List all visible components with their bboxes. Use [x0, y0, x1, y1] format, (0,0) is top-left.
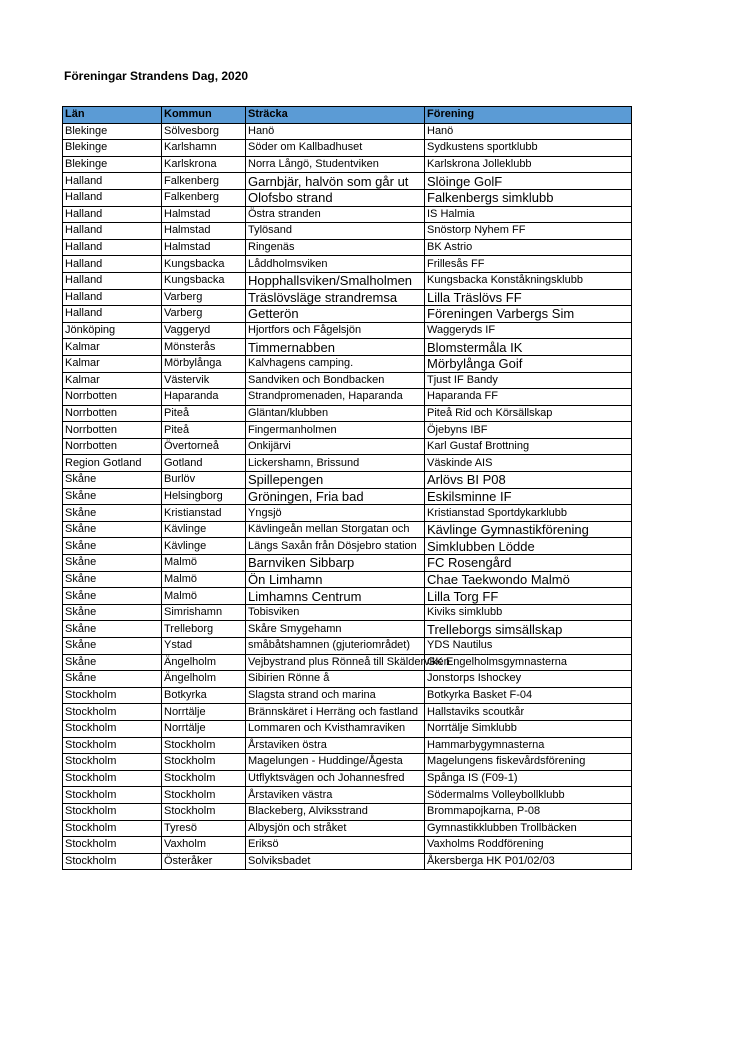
kommun-cell: Norrtälje: [162, 720, 246, 737]
forening-cell: Jonstorps Ishockey: [425, 671, 632, 688]
stracka-cell: Hjortfors och Fågelsjön: [246, 322, 425, 339]
kommun-cell: Kungsbacka: [162, 256, 246, 273]
lan-cell: Stockholm: [63, 820, 162, 837]
stracka-cell: Tylösand: [246, 223, 425, 240]
lan-cell: Stockholm: [63, 837, 162, 854]
table-row: [63, 156, 632, 173]
table-row: [63, 272, 632, 289]
kommun-cell: Stockholm: [162, 754, 246, 771]
forening-cell: Simklubben Lödde: [425, 538, 632, 555]
forening-cell: Gymnastikklubben Trollbäcken: [425, 820, 632, 837]
lan-cell: Halland: [63, 189, 162, 206]
lan-cell: Skåne: [63, 538, 162, 555]
forening-cell: Hammarbygymnasterna: [425, 737, 632, 754]
forening-cell: Kristianstad Sportdykarklubb: [425, 505, 632, 522]
lan-cell: Kalmar: [63, 355, 162, 372]
stracka-cell: Solviksbadet: [246, 853, 425, 870]
lan-cell: Region Gotland: [63, 455, 162, 472]
kommun-cell: Kävlinge: [162, 521, 246, 538]
lan-cell: Skåne: [63, 571, 162, 588]
lan-cell: Halland: [63, 289, 162, 306]
kommun-cell: Västervik: [162, 372, 246, 389]
lan-cell: Stockholm: [63, 770, 162, 787]
table-row: [63, 140, 632, 157]
table-row: [63, 339, 632, 356]
lan-cell: Blekinge: [63, 156, 162, 173]
lan-cell: Halland: [63, 173, 162, 190]
table-row: [63, 687, 632, 704]
lan-cell: Stockholm: [63, 803, 162, 820]
stracka-cell: Fingermanholmen: [246, 422, 425, 439]
table-row: [63, 239, 632, 256]
header-kommun: Kommun: [162, 107, 246, 124]
forening-cell: Södermalms Volleybollklubb: [425, 787, 632, 804]
stracka-cell: Östra stranden: [246, 206, 425, 223]
forening-cell: Chae Taekwondo Malmö: [425, 571, 632, 588]
stracka-cell: Spillepengen: [246, 472, 425, 489]
forening-cell: Kävlinge Gymnastikförening: [425, 521, 632, 538]
stracka-cell: Barnviken Sibbarp: [246, 555, 425, 572]
forening-cell: Magelungens fiskevårdsförening: [425, 754, 632, 771]
kommun-cell: Kungsbacka: [162, 272, 246, 289]
table-row: [63, 820, 632, 837]
forening-cell: Karlskrona Jolleklubb: [425, 156, 632, 173]
lan-cell: Skåne: [63, 588, 162, 605]
table-row: [63, 256, 632, 273]
lan-cell: Skåne: [63, 505, 162, 522]
stracka-cell: Blackeberg, Alviksstrand: [246, 803, 425, 820]
stracka-cell: Sandviken och Bondbacken: [246, 372, 425, 389]
table-row: [63, 223, 632, 240]
kommun-cell: Ystad: [162, 638, 246, 655]
kommun-cell: Botkyrka: [162, 687, 246, 704]
table-row: [63, 588, 632, 605]
table-row: [63, 555, 632, 572]
kommun-cell: Kävlinge: [162, 538, 246, 555]
table-row: [63, 837, 632, 854]
lan-cell: Skåne: [63, 638, 162, 655]
stracka-cell: Yngsjö: [246, 505, 425, 522]
kommun-cell: Varberg: [162, 306, 246, 323]
stracka-cell: Brännskäret i Herräng och fastland: [246, 704, 425, 721]
stracka-cell: småbåtshamnen (gjuteriområdet): [246, 638, 425, 655]
kommun-cell: Stockholm: [162, 737, 246, 754]
lan-cell: Skåne: [63, 488, 162, 505]
kommun-cell: Halmstad: [162, 239, 246, 256]
stracka-cell: Magelungen - Huddinge/Ågesta: [246, 754, 425, 771]
stracka-cell: Norra Långö, Studentviken: [246, 156, 425, 173]
stracka-cell: Årstaviken östra: [246, 737, 425, 754]
kommun-cell: Norrtälje: [162, 704, 246, 721]
lan-cell: Norrbotten: [63, 438, 162, 455]
lan-cell: Kalmar: [63, 339, 162, 356]
stracka-cell: Utflyktsvägen och Johannesfred: [246, 770, 425, 787]
lan-cell: Blekinge: [63, 123, 162, 140]
table-row: [63, 770, 632, 787]
stracka-cell: Onkijärvi: [246, 438, 425, 455]
table-row: [63, 455, 632, 472]
forening-cell: BK Astrio: [425, 239, 632, 256]
kommun-cell: Stockholm: [162, 787, 246, 804]
lan-cell: Stockholm: [63, 754, 162, 771]
stracka-cell: Lickershamn, Brissund: [246, 455, 425, 472]
kommun-cell: Vaxholm: [162, 837, 246, 854]
kommun-cell: Helsingborg: [162, 488, 246, 505]
lan-cell: Stockholm: [63, 720, 162, 737]
lan-cell: Stockholm: [63, 687, 162, 704]
stracka-cell: Gröningen, Fria bad: [246, 488, 425, 505]
table-row: [63, 521, 632, 538]
lan-cell: Halland: [63, 223, 162, 240]
forening-cell: Vaxholms Roddförening: [425, 837, 632, 854]
table-row: [63, 704, 632, 721]
kommun-cell: Malmö: [162, 555, 246, 572]
table-row: [63, 654, 632, 671]
stracka-cell: Lommaren och Kvisthamraviken: [246, 720, 425, 737]
stracka-cell: Tobisviken: [246, 604, 425, 621]
lan-cell: Stockholm: [63, 853, 162, 870]
forening-cell: Hanö: [425, 123, 632, 140]
forening-cell: Hallstaviks scoutkår: [425, 704, 632, 721]
page-title: Föreningar Strandens Dag, 2020: [64, 69, 249, 83]
lan-cell: Stockholm: [63, 737, 162, 754]
kommun-cell: Trelleborg: [162, 621, 246, 638]
lan-cell: Halland: [63, 306, 162, 323]
table-row: [63, 123, 632, 140]
forening-cell: Lilla Träslövs FF: [425, 289, 632, 306]
forening-cell: Väskinde AIS: [425, 455, 632, 472]
forening-cell: Spånga IS (F09-1): [425, 770, 632, 787]
stracka-cell: Söder om Kallbadhuset: [246, 140, 425, 157]
stracka-cell: Strandpromenaden, Haparanda: [246, 389, 425, 406]
table-row: [63, 803, 632, 820]
lan-cell: Jönköping: [63, 322, 162, 339]
forening-cell: Föreningen Varbergs Sim: [425, 306, 632, 323]
kommun-cell: Mönsterås: [162, 339, 246, 356]
stracka-cell: Årstaviken västra: [246, 787, 425, 804]
kommun-cell: Burlöv: [162, 472, 246, 489]
stracka-cell: Vejbystrand plus Rönneå till Skälderviken: [246, 654, 425, 671]
stracka-cell: Kalvhagens camping.: [246, 355, 425, 372]
kommun-cell: Ängelholm: [162, 671, 246, 688]
kommun-cell: Vaggeryd: [162, 322, 246, 339]
stracka-cell: Gläntan/klubben: [246, 405, 425, 422]
lan-cell: Halland: [63, 206, 162, 223]
table-row: [63, 621, 632, 638]
table-row: [63, 505, 632, 522]
forening-cell: Tjust IF Bandy: [425, 372, 632, 389]
stracka-cell: Ringenäs: [246, 239, 425, 256]
table-row: [63, 355, 632, 372]
kommun-cell: Malmö: [162, 588, 246, 605]
table-row: [63, 538, 632, 555]
stracka-cell: Eriksö: [246, 837, 425, 854]
table-row: [63, 372, 632, 389]
table-row: [63, 787, 632, 804]
kommun-cell: Varberg: [162, 289, 246, 306]
stracka-cell: Timmernabben: [246, 339, 425, 356]
kommun-cell: Karlshamn: [162, 140, 246, 157]
lan-cell: Skåne: [63, 671, 162, 688]
forening-cell: Åkersberga HK P01/02/03: [425, 853, 632, 870]
stracka-cell: Olofsbo strand: [246, 189, 425, 206]
table-row: [63, 422, 632, 439]
kommun-cell: Karlskrona: [162, 156, 246, 173]
lan-cell: Skåne: [63, 654, 162, 671]
lan-cell: Skåne: [63, 472, 162, 489]
kommun-cell: Tyresö: [162, 820, 246, 837]
stracka-cell: Kävlingeån mellan Storgatan och: [246, 521, 425, 538]
lan-cell: Halland: [63, 256, 162, 273]
stracka-cell: Låddholmsviken: [246, 256, 425, 273]
lan-cell: Norrbotten: [63, 389, 162, 406]
forening-cell: Blomstermåla IK: [425, 339, 632, 356]
table-row: [63, 571, 632, 588]
table-row: [63, 438, 632, 455]
forening-cell: YDS Nautilus: [425, 638, 632, 655]
header-lan: Län: [63, 107, 162, 124]
stracka-cell: Skåre Smygehamn: [246, 621, 425, 638]
stracka-cell: Albysjön och stråket: [246, 820, 425, 837]
forening-cell: FC Rosengård: [425, 555, 632, 572]
lan-cell: Skåne: [63, 621, 162, 638]
lan-cell: Halland: [63, 272, 162, 289]
stracka-cell: Limhamns Centrum: [246, 588, 425, 605]
lan-cell: Skåne: [63, 604, 162, 621]
table-row: [63, 189, 632, 206]
table-row: [63, 405, 632, 422]
lan-cell: Stockholm: [63, 787, 162, 804]
table-row: [63, 173, 632, 190]
header-stracka: Sträcka: [246, 107, 425, 124]
kommun-cell: Haparanda: [162, 389, 246, 406]
forening-cell: Arlövs BI P08: [425, 472, 632, 489]
stracka-cell: Hopphallsviken/Smalholmen: [246, 272, 425, 289]
forening-cell: Eskilsminne IF: [425, 488, 632, 505]
forening-cell: Frillesås FF: [425, 256, 632, 273]
lan-cell: Skåne: [63, 555, 162, 572]
kommun-cell: Mörbylånga: [162, 355, 246, 372]
forening-cell: Kiviks simklubb: [425, 604, 632, 621]
forening-cell: Botkyrka Basket F-04: [425, 687, 632, 704]
table-row: [63, 853, 632, 870]
lan-cell: Skåne: [63, 521, 162, 538]
kommun-cell: Malmö: [162, 571, 246, 588]
stracka-cell: Sibirien Rönne å: [246, 671, 425, 688]
header-forening: Förening: [425, 107, 632, 124]
kommun-cell: Österåker: [162, 853, 246, 870]
forening-cell: IS Halmia: [425, 206, 632, 223]
table-row: [63, 322, 632, 339]
forening-cell: Slöinge GolF: [425, 173, 632, 190]
stracka-cell: Längs Saxån från Dösjebro station: [246, 538, 425, 555]
kommun-cell: Halmstad: [162, 223, 246, 240]
kommun-cell: Simrishamn: [162, 604, 246, 621]
lan-cell: Kalmar: [63, 372, 162, 389]
lan-cell: Norrbotten: [63, 422, 162, 439]
table-row: [63, 638, 632, 655]
table-row: [63, 488, 632, 505]
stracka-cell: Hanö: [246, 123, 425, 140]
table-row: [63, 671, 632, 688]
forening-cell: GK Engelholmsgymnasterna: [425, 654, 632, 671]
kommun-cell: Piteå: [162, 422, 246, 439]
forening-cell: Mörbylånga Goif: [425, 355, 632, 372]
forening-cell: Falkenbergs simklubb: [425, 189, 632, 206]
forening-cell: Snöstorp Nyhem FF: [425, 223, 632, 240]
stracka-cell: Träslövsläge strandremsa: [246, 289, 425, 306]
forening-cell: Kungsbacka Konståkningsklubb: [425, 272, 632, 289]
kommun-cell: Stockholm: [162, 803, 246, 820]
table-row: [63, 720, 632, 737]
kommun-cell: Ängelholm: [162, 654, 246, 671]
kommun-cell: Falkenberg: [162, 189, 246, 206]
forening-cell: Norrtälje Simklubb: [425, 720, 632, 737]
table-row: [63, 472, 632, 489]
lan-cell: Stockholm: [63, 704, 162, 721]
forening-cell: Sydkustens sportklubb: [425, 140, 632, 157]
lan-cell: Blekinge: [63, 140, 162, 157]
stracka-cell: Slagsta strand och marina: [246, 687, 425, 704]
stracka-cell: Garnbjär, halvön som går ut: [246, 173, 425, 190]
kommun-cell: Falkenberg: [162, 173, 246, 190]
lan-cell: Norrbotten: [63, 405, 162, 422]
forening-cell: Haparanda FF: [425, 389, 632, 406]
kommun-cell: Sölvesborg: [162, 123, 246, 140]
lan-cell: Halland: [63, 239, 162, 256]
kommun-cell: Stockholm: [162, 770, 246, 787]
associations-table: [62, 106, 632, 870]
table-row: [63, 389, 632, 406]
table-row: [63, 289, 632, 306]
kommun-cell: Gotland: [162, 455, 246, 472]
forening-cell: Waggeryds IF: [425, 322, 632, 339]
forening-cell: Öjebyns IBF: [425, 422, 632, 439]
forening-cell: Piteå Rid och Körsällskap: [425, 405, 632, 422]
table-row: [63, 754, 632, 771]
table-row: [63, 737, 632, 754]
forening-cell: Lilla Torg FF: [425, 588, 632, 605]
forening-cell: Karl Gustaf Brottning: [425, 438, 632, 455]
stracka-cell: Ön Limhamn: [246, 571, 425, 588]
forening-cell: Brommapojkarna, P-08: [425, 803, 632, 820]
kommun-cell: Halmstad: [162, 206, 246, 223]
forening-cell: Trelleborgs simsällskap: [425, 621, 632, 638]
kommun-cell: Kristianstad: [162, 505, 246, 522]
table-row: [63, 604, 632, 621]
kommun-cell: Övertorneå: [162, 438, 246, 455]
kommun-cell: Piteå: [162, 405, 246, 422]
header-row: [63, 107, 632, 124]
table-row: [63, 306, 632, 323]
stracka-cell: Getterön: [246, 306, 425, 323]
table-row: [63, 206, 632, 223]
